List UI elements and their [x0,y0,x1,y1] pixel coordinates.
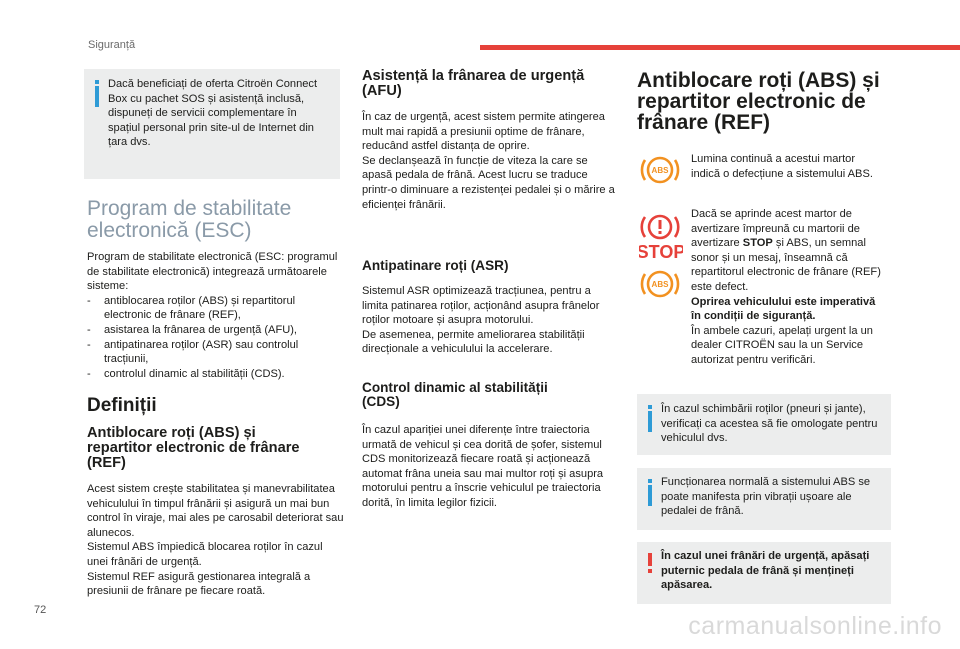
abs-definition-body: Acest sistem crește stabilitatea și manevrabilitatea vehiculului în timpul frânării și asigură un mai bun control în viraje, mai ales pe carosabil deteriorat sau alunecos. Sistemul ABS împiedică blocarea roților în cazul unei frânări de urgență. Sistemul REF asigură gestionarea integrală a presiunii de frânare pe fiecare roată. [87,483,344,598]
info-box-text: În cazul schimbării roților (pneuri și jante), verificați ca acestea să fie omologate pentru vehiculul dvs. [661,403,878,445]
list-item: - asistarea la frânarea de urgență (AFU), [87,323,343,338]
afu-title: Asistență la frânarea de urgență (AFU) [362,68,585,99]
list-item: - controlul dinamic al stabilității (CDS). [87,367,343,382]
info-box-connect [84,69,340,179]
svg-text:ABS: ABS [651,280,669,289]
warning-icon [648,553,652,573]
stop-description: Dacă se aprinde acest martor de avertizare împreună cu martorii de avertizare STOP și ABS, un semnal sonor și un mesaj, înseamnă că repartitorul electronic de frânare (REF) este defect. Oprirea vehiculului este imperativă în condiții de siguranță. În ambele cazuri, apelați urgent la un dealer CITROËN sau la un Service autorizat pentru verificări. [691,208,881,366]
afu-body: În caz de urgență, acest sistem permite atingerea mult mai rapidă a presiunii optime de frânare, reducând astfel distanța de oprire. Se declanșează în funcție de viteza la care se apasă pedala de frână. Acest lucru se traduce printr-o diminuare a rezistenței pedalei și o mărire a eficienței frânării. [362,111,615,211]
svg-text:STOP: STOP [639,242,683,262]
abs-warning-lamp-icon [640,266,680,302]
info-box-text: Dacă beneficiați de oferta Citroën Connect Box cu pachet SOS și asistență inclusă, dispuneți de servicii complementare în spațiul personal prin site-ul de Internet din țara dvs. [108,78,318,149]
esc-intro: Program de stabilitate electronică (ESC: programul de stabilitate electronică) integrează următoarele sisteme: [87,251,338,293]
warning-box-emergency [637,542,891,604]
definitions-title: Definiții [87,395,157,416]
warning-box-text: În cazul unei frânări de urgență, apăsați puternic pedala de frână și mențineți apăsarea. [661,550,870,592]
info-icon [95,80,99,108]
cds-title: Control dinamic al stabilității (CDS) [362,380,548,409]
svg-text:ABS: ABS [651,166,669,175]
info-icon [648,405,652,433]
abs-lamp-description: Lumina continuă a acestui martor indică o defecțiune a sistemului ABS. [691,153,873,180]
esc-system-list [87,294,343,382]
info-box-vibration [637,468,891,530]
abs-definition-title: Antiblocare roți (ABS) și repartitor electronic de frânare (REF) [87,425,300,471]
cds-body: În cazul apariției unei diferențe între traiectoria urmată de vehicul și cea dorită de șofer, sistemul CDS monitorizează fiecare roată și acționează automat frâna uneia sau mai multor roți și asupra motorului pentru a înscrie vehiculul pe traiectoria dorită, în limita legilor fizicii. [362,424,604,509]
page-number: 72 [34,604,47,616]
info-box-text: Funcționarea normală a sistemului ABS se poate manifesta prin vibrații ușoare ale pedalei de frână. [661,476,871,518]
section-title: Siguranță [88,39,136,51]
abs-ref-title: Antiblocare roți (ABS) și repartitor electronic de frânare (REF) [637,69,880,134]
list-item: - antipatinarea roților (ASR) sau controlul tracțiunii, [87,338,343,367]
brake-warning-icon [640,210,680,244]
esc-description [87,250,343,381]
watermark: carmanualsonline.info [688,612,942,640]
stop-warning-bold: Oprirea vehiculului este imperativă în condiții de siguranță. [691,295,876,323]
asr-body: Sistemul ASR optimizează tracțiunea, pentru a limita patinarea roților, acționând asupra frânelor roților motoare și asupra motorului. De asemenea, permite ameliorarea stabilității direcționale a vehiculului la accelerare. [362,285,600,356]
info-icon [648,479,652,507]
info-box-tyres [637,394,891,455]
list-item: - antiblocarea roților (ABS) și repartitorul electronic de frânare (REF), [87,294,343,323]
esc-title: Program de stabilitate electronică (ESC) [87,197,292,242]
asr-title: Antipatinare roți (ASR) [362,258,509,273]
stop-warning-icon [639,240,683,262]
header-accent-bar [480,45,960,50]
abs-warning-lamp-icon [640,152,680,188]
